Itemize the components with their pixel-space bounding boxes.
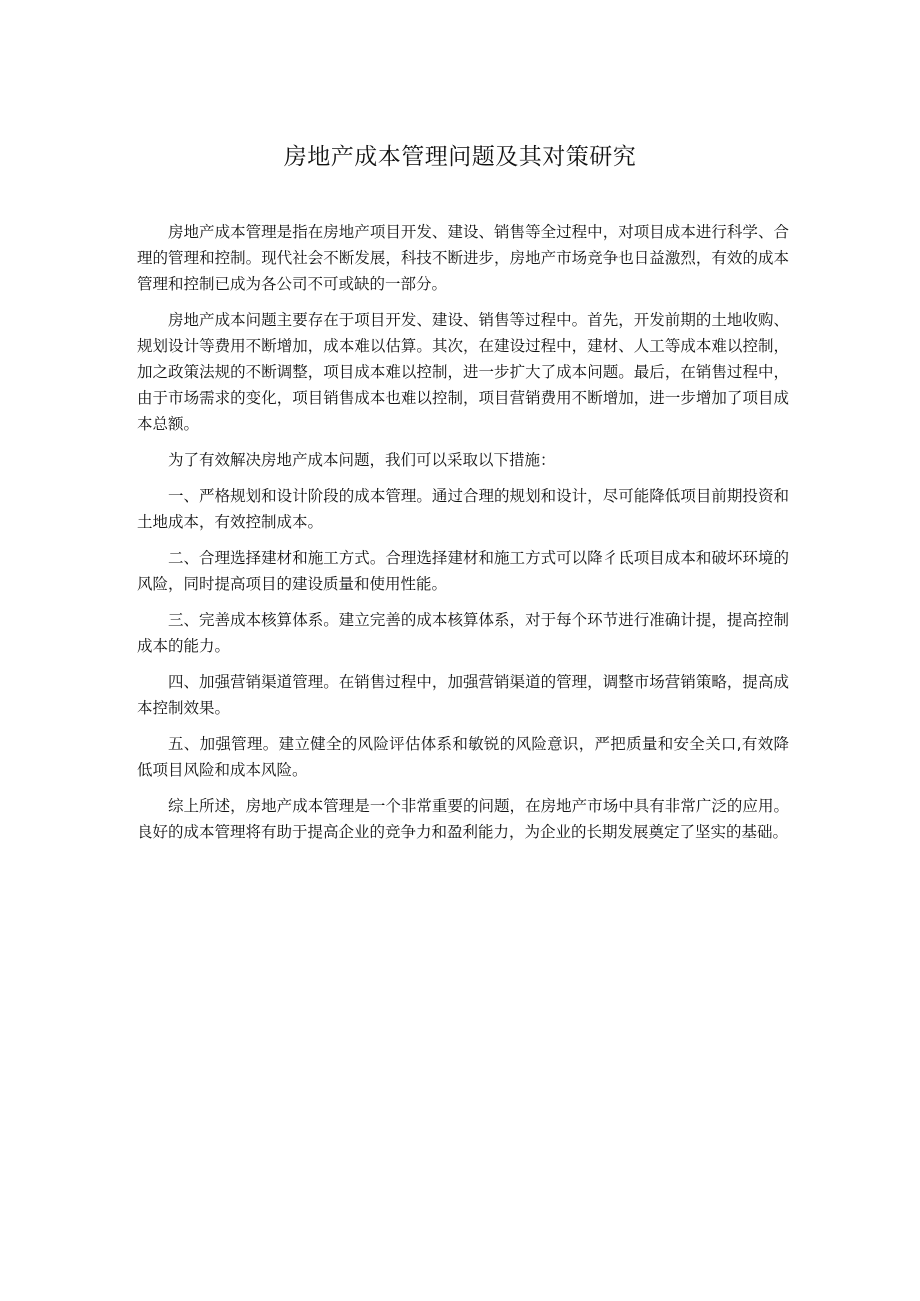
- paragraph-measure-2: 二、合理选择建材和施工方式。合理选择建材和施工方式可以降彳氐项目成本和破坏环境的风险，同时提高项目的建设质量和使用性能。: [137, 549, 789, 593]
- document-body: [137, 219, 789, 855]
- document-title: 房地产成本管理问题及其对策研究: [283, 144, 637, 170]
- paragraph-measures-lead: 为了有效解决房地产成本问题，我们可以采取以下措施：: [168, 451, 556, 469]
- paragraph-measure-1: 一、严格规划和设计阶段的成本管理。通过合理的规划和设计，尽可能降低项目前期投资和土地成本，有效控制成本。: [137, 487, 789, 531]
- paragraph-problems: 房地产成本问题主要存在于项目开发、建设、销售等过程中。首先，开发前期的土地收购、规划设计等费用不断增加，成本难以估算。其次，在建设过程中，建材、人工等成本难以控制，加之政策法规的不断调整，项目成本难以控制，进一步扩大了成本问题。最后，在销售过程中，由于市场需求的变化，项目销售成本也难以控制，项目营销费用不断增加，进一步增加了项目成本总额。: [137, 311, 789, 433]
- paragraph-measure-5: 五、加强管理。建立健全的风险评估体系和敏锐的风险意识，严把质量和安全关口,有效降低项目风险和成本风险。: [137, 735, 789, 779]
- paragraph-measure-3: 三、完善成本核算体系。建立完善的成本核算体系，对于每个环节进行准确计提，提高控制成本的能力。: [137, 611, 789, 655]
- paragraph-conclusion: 综上所述，房地产成本管理是一个非常重要的问题，在房地产市场中具有非常广泛的应用。良好的成本管理将有助于提高企业的竞争力和盈利能力，为企业的长期发展奠定了坚实的基础。: [137, 797, 789, 841]
- paragraph-intro: 房地产成本管理是指在房地产项目开发、建设、销售等全过程中，对项目成本进行科学、合理的管理和控制。现代社会不断发展，科技不断进步，房地产市场竞争也日益激烈，有效的成本管理和控制已成为各公司不可或缺的一部分。: [137, 223, 789, 293]
- paragraph-measure-4: 四、加强营销渠道管理。在销售过程中，加强营销渠道的管理，调整市场营销策略，提高成本控制效果。: [137, 673, 789, 717]
